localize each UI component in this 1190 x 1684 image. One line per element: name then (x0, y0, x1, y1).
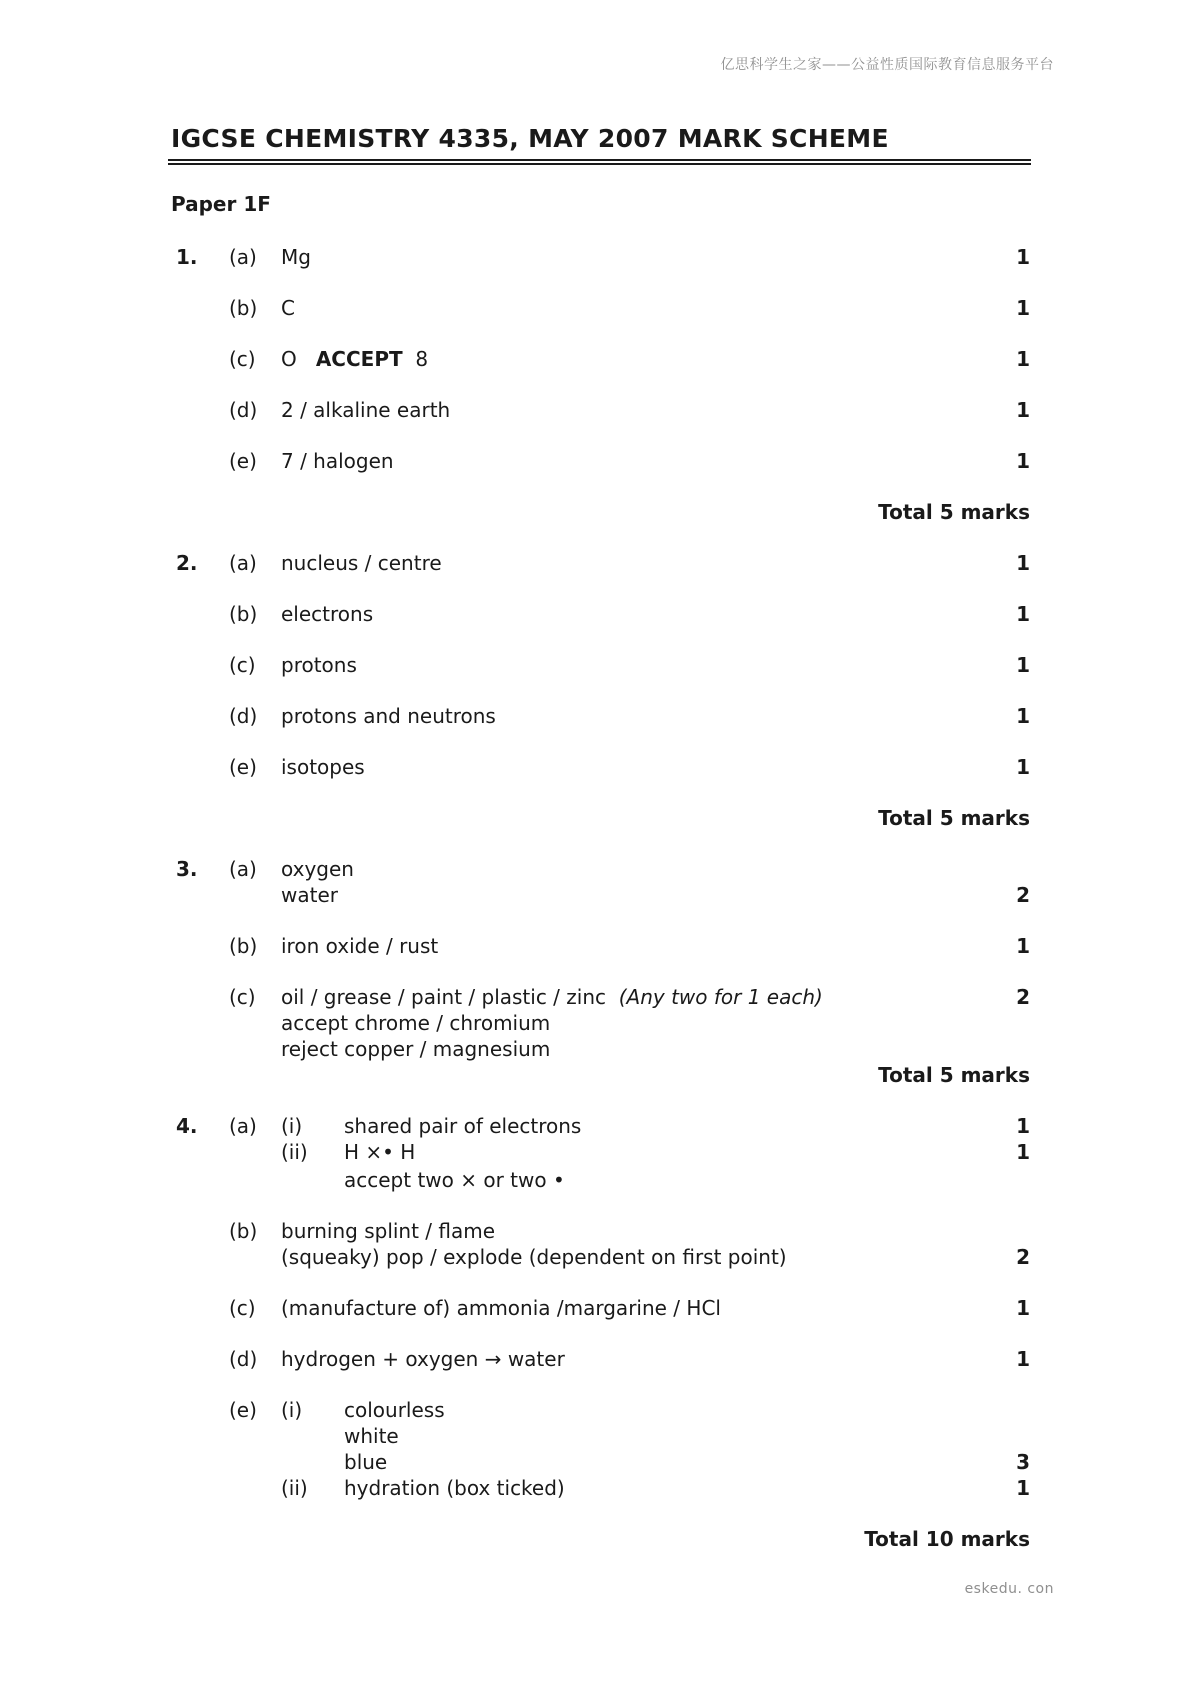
part-label: (b) (229, 296, 258, 320)
answer-text (281, 856, 354, 908)
part-label: (a) (229, 857, 257, 881)
answer-text: electrons (281, 602, 374, 626)
answer-line: oxygen (281, 857, 354, 881)
total-marks: Total 5 marks (878, 500, 1030, 524)
footer-watermark: eskedu. con (964, 1581, 1054, 1597)
answer-text (281, 1218, 787, 1270)
marking-note: (Any two for 1 each) (618, 985, 823, 1009)
answer-line: white (344, 1424, 399, 1448)
header-watermark: 亿思科学生之家——公益性质国际教育信息服务平台 (720, 57, 1054, 73)
mark-value: 1 (1016, 1296, 1030, 1320)
question-number: 1. (176, 245, 198, 269)
mark-value: 1 (1016, 602, 1030, 626)
part-label: (a) (229, 551, 257, 575)
question-number: 4. (176, 1114, 198, 1138)
answer-line: burning splint / flame (281, 1219, 496, 1243)
answer-text: 7 / halogen (281, 449, 394, 473)
mark-value: 1 (1016, 653, 1030, 677)
mark-value: 1 (1016, 449, 1030, 473)
answer-line: accept chrome / chromium (281, 1011, 551, 1035)
part-label: (c) (229, 347, 256, 371)
answer-text: 2 / alkaline earth (281, 398, 451, 422)
title-rule-upper (168, 159, 1031, 161)
answer-text: H ×• H (344, 1140, 416, 1164)
total-marks: Total 5 marks (878, 806, 1030, 830)
part-label: (a) (229, 1114, 257, 1138)
part-label: (e) (229, 755, 257, 779)
answer-line: reject copper / magnesium (281, 1037, 551, 1061)
part-label: (b) (229, 1219, 258, 1243)
total-marks: Total 5 marks (878, 1063, 1030, 1087)
mark-value: 1 (1016, 296, 1030, 320)
part-label: (c) (229, 653, 256, 677)
answer-text: isotopes (281, 755, 365, 779)
mark-value: 1 (1016, 704, 1030, 728)
accept-note: accept two × or two • (344, 1168, 565, 1192)
accept-value: 8 (415, 347, 429, 371)
answer-line: (squeaky) pop / explode (dependent on first point) (281, 1245, 787, 1269)
answer-text (344, 1397, 445, 1475)
question-number: 3. (176, 857, 198, 881)
mark-value: 1 (1016, 934, 1030, 958)
answer-text: nucleus / centre (281, 551, 442, 575)
sub-part-label: (ii) (281, 1476, 308, 1500)
part-label: (e) (229, 1398, 257, 1422)
answer-text: protons and neutrons (281, 704, 496, 728)
question-number: 2. (176, 551, 198, 575)
answer-text (281, 984, 823, 1062)
mark-value: 1 (1016, 1347, 1030, 1371)
total-marks: Total 10 marks (864, 1527, 1030, 1551)
document-title: IGCSE CHEMISTRY 4335, MAY 2007 MARK SCHEME (171, 124, 889, 153)
title-rule-lower (168, 163, 1031, 165)
mark-value: 3 (1016, 1450, 1030, 1474)
mark-value: 2 (1016, 1245, 1030, 1269)
answer-text: protons (281, 653, 357, 677)
part-label: (c) (229, 985, 256, 1009)
answer-line: water (281, 883, 338, 907)
answer-line: colourless (344, 1398, 445, 1422)
mark-value: 1 (1016, 347, 1030, 371)
part-label: (b) (229, 934, 258, 958)
mark-value: 1 (1016, 1140, 1030, 1164)
sub-part-label: (i) (281, 1398, 303, 1422)
mark-value: 1 (1016, 1114, 1030, 1138)
answer-main: O (281, 347, 297, 371)
mark-value: 1 (1016, 1476, 1030, 1500)
part-label: (e) (229, 449, 257, 473)
answer-text: Mg (281, 245, 311, 269)
answer-text: (manufacture of) ammonia /margarine / HCl (281, 1296, 721, 1320)
part-label: (d) (229, 704, 258, 728)
mark-value: 1 (1016, 245, 1030, 269)
part-label: (d) (229, 398, 258, 422)
answer-line: blue (344, 1450, 388, 1474)
part-label: (a) (229, 245, 257, 269)
part-label: (d) (229, 1347, 258, 1371)
part-label: (c) (229, 1296, 256, 1320)
answer-line (281, 984, 823, 1010)
answer-text: hydrogen + oxygen → water (281, 1347, 565, 1371)
answer-text: C (281, 296, 295, 320)
mark-value: 1 (1016, 398, 1030, 422)
mark-value: 1 (1016, 755, 1030, 779)
answer-text: iron oxide / rust (281, 934, 439, 958)
answer-text: hydration (box ticked) (344, 1476, 565, 1500)
accept-keyword: ACCEPT (315, 347, 403, 371)
mark-value: 2 (1016, 883, 1030, 907)
answer-text (281, 346, 428, 372)
mark-value: 1 (1016, 551, 1030, 575)
paper-heading: Paper 1F (171, 192, 271, 216)
answer-text: shared pair of electrons (344, 1114, 582, 1138)
answer-options: oil / grease / paint / plastic / zinc (281, 985, 606, 1009)
sub-part-label: (i) (281, 1114, 303, 1138)
mark-value: 2 (1016, 985, 1030, 1009)
part-label: (b) (229, 602, 258, 626)
sub-part-label: (ii) (281, 1140, 308, 1164)
